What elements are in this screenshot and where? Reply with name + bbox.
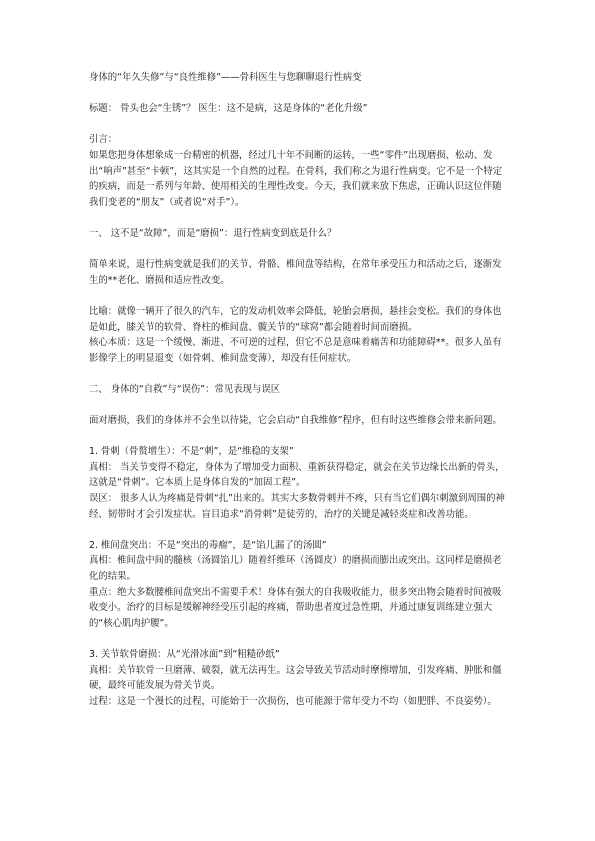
item2-heading: 2. 椎间盘突出：不是“突出的毒瘤”，是“馅儿漏了的汤圆” bbox=[89, 539, 327, 551]
section1-metaphor: 比喻：就像一辆开了很久的汽车，它的发动机效率会降低，轮胎会磨损，悬挂会变松。我们的身体也是如此，膝关节的软骨、脊柱的椎间盘、髋关节的“球窝”都会随着时间而磨损。 bbox=[89, 305, 502, 333]
item2-truth: 真相：椎间盘中间的髓核（汤圆馅儿）随着纤维环（汤圆皮）的磨损而膨出或突出。这同样是磨损老化的结果。 bbox=[89, 555, 502, 582]
document-title: 身体的“年久失修”与“良性维修”——骨科医生与您聊聊退行性病变 bbox=[89, 72, 362, 83]
intro-heading: 引言： bbox=[89, 134, 118, 146]
section2-heading: 二、 身体的“自救”与“误伤”：常见表现与误区 bbox=[89, 383, 281, 395]
item3-heading: 3. 关节软骨磨损：从“光滑冰面”到“粗糙砂纸” bbox=[89, 648, 280, 660]
spacer bbox=[89, 429, 509, 445]
section1-essence: 核心本质：这是一个缓慢、渐进、不可逆的过程，但它不总是意味着痛苦和功能障碍**。很多人虽有影像学上的明显退变（如骨刺、椎间盘变薄），却没有任何症状。 bbox=[89, 337, 502, 364]
spacer bbox=[89, 288, 509, 304]
item3-process: 过程：这是一个漫长的过程，可能始于一次损伤，也可能源于常年受力不均（如肥胖、不良姿势）。 bbox=[89, 695, 497, 707]
item1-myth: 误区： 很多人认为疼痛是骨刺“扎”出来的。其实大多数骨刺并不疼，只有当它们偶尔刺激到周围的神经、韧带时才会引发症状。盲目追求“消骨刺”是徒劳的，治疗的关键是减轻炎症和改善功能。 bbox=[89, 493, 505, 520]
spacer bbox=[89, 210, 509, 226]
document-subtitle: 标题： 骨头也会“生锈”？ 医生：这不是病，这是身体的“老化升级” bbox=[89, 103, 368, 115]
item1-heading: 1. 骨刺（骨赘增生）：不是“刺”，是“维稳的支架” bbox=[89, 446, 294, 458]
section1-heading: 一、 这不是“故障”，而是“磨损”：退行性病变到底是什么？ bbox=[89, 227, 337, 239]
spacer bbox=[89, 86, 509, 102]
section1-definition: 简单来说，退行性病变就是我们的关节、骨骼、椎间盘等结构，在常年承受压力和活动之后，逐渐发生的**老化、磨损和适应性改变。 bbox=[89, 259, 502, 286]
spacer bbox=[89, 522, 509, 538]
section2-intro: 面对磨损，我们的身体并不会坐以待毙，它会启动“自我维修”程序，但有时这些维修会带来新问题。 bbox=[89, 415, 502, 427]
spacer bbox=[89, 117, 509, 133]
spacer bbox=[89, 631, 509, 647]
spacer bbox=[89, 397, 509, 413]
spacer bbox=[89, 242, 509, 258]
intro-paragraph: 如果您把身体想象成一台精密的机器，经过几十年不间断的运转，一些“零件”出现磨损、松动、发出“响声”甚至“卡顿”，这其实是一个自然的过程。在骨科，我们称之为退行性病变。它不是一个特定的疾病，而是一系列与年龄、使用相关的生理性改变。今天，我们就来放下焦虑，正确认识这位伴随我们变老的“朋友”（或者说“对手”）。 bbox=[89, 149, 503, 208]
document-body bbox=[89, 70, 509, 709]
item2-key-point: 重点：绝大多数腰椎间盘突出不需要手术！身体有强大的自我吸收能力，很多突出物会随着时间被吸收变小。治疗的目标是缓解神经受压引起的疼痛，帮助患者度过急性期，并通过康复训练建立强大的“核心肌肉护腰”。 bbox=[89, 586, 502, 629]
spacer bbox=[89, 366, 509, 382]
item1-truth: 真相： 当关节变得不稳定，身体为了增加受力面积、重新获得稳定，就会在关节边缘长出新的骨头，这就是“骨刺”。它本质上是身体自发的“加固工程”。 bbox=[89, 461, 505, 489]
item3-truth: 真相：关节软骨一旦磨薄、破裂，就无法再生。这会导致关节活动时摩擦增加，引发疼痛、肿胀和僵硬，最终可能发展为骨关节炎。 bbox=[89, 664, 502, 692]
